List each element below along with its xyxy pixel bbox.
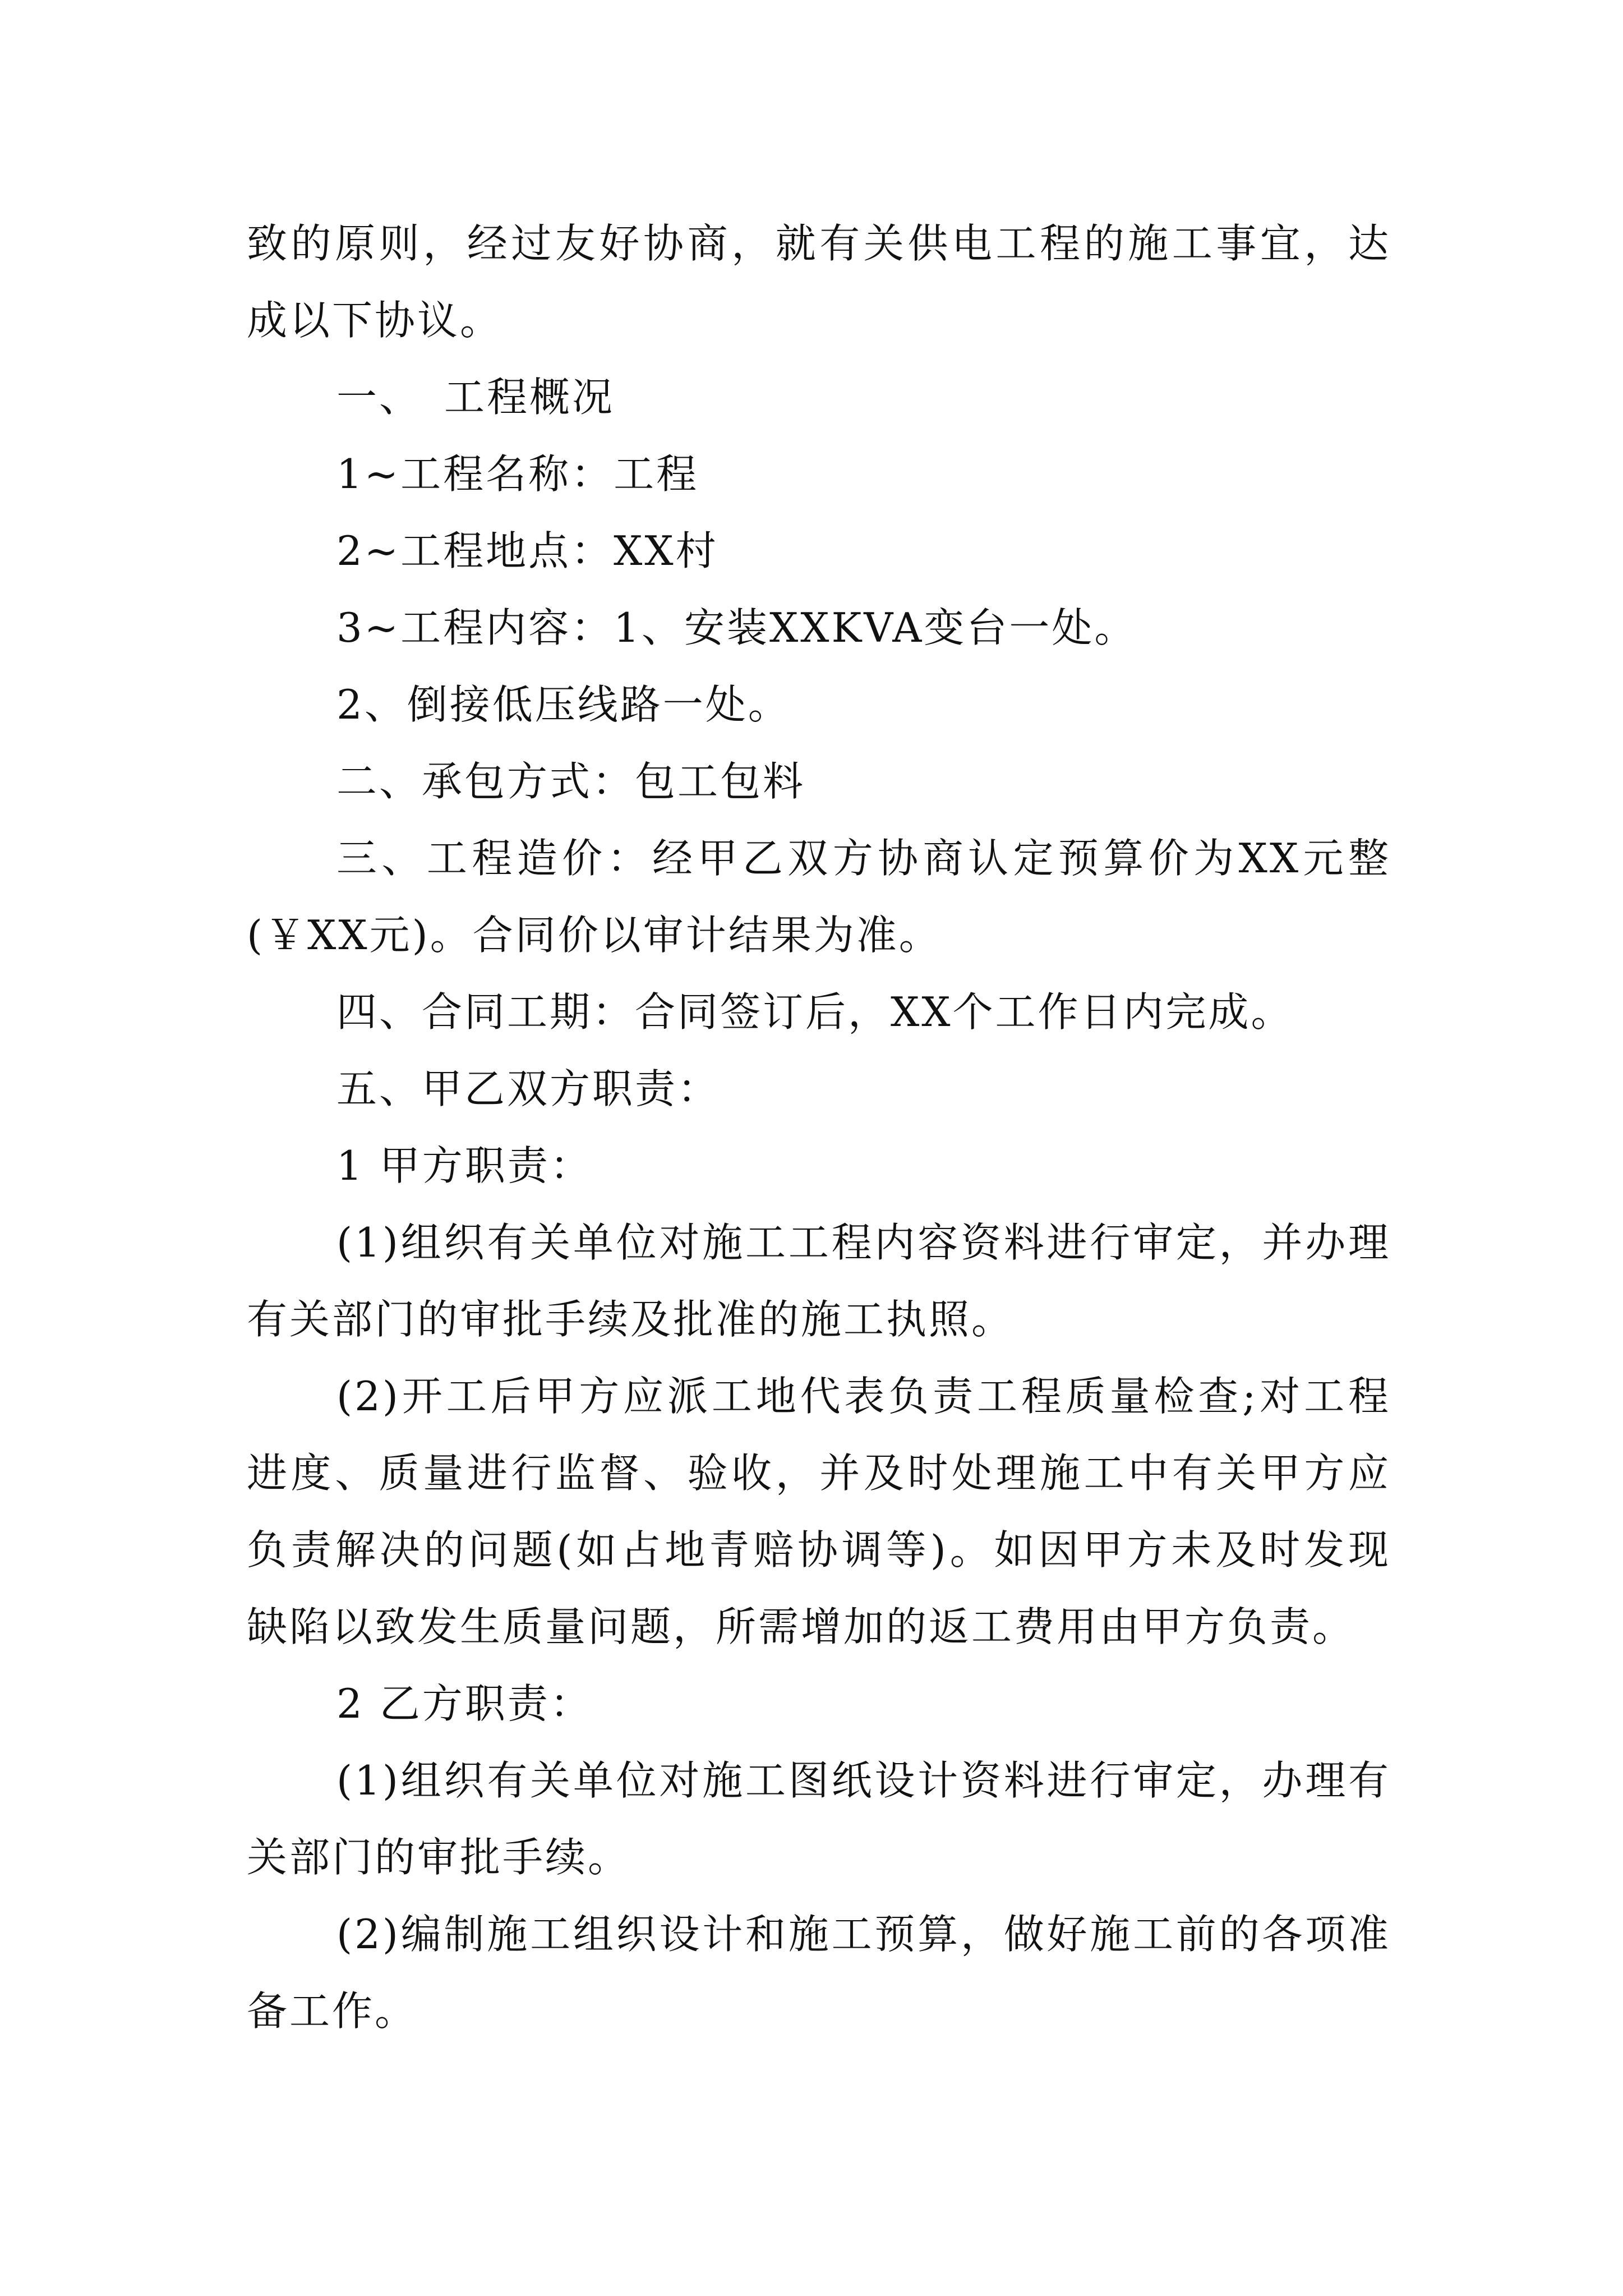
section-heading-contract-period: 四、合同工期：合同签订后，XX个工作日内完成。: [336, 988, 1294, 1036]
paragraph-party-b-item-1: (1)组织有关单位对施工图纸设计资料进行审定，办理有关部门的审批手续。: [247, 1757, 1391, 1881]
section-heading-responsibilities: 五、甲乙双方职责：: [336, 1065, 721, 1112]
paragraph-project-content-2: 2、倒接低压线路一处。: [336, 681, 791, 728]
paragraph-project-name: 1~工程名称：工程: [336, 450, 699, 498]
document-body: [247, 205, 1391, 2050]
paragraph-intro: 致的原则，经过友好协商，就有关供电工程的施工事宜，达成以下协议。: [247, 220, 1391, 344]
paragraph-party-a-item-2: (2)开工后甲方应派工地代表负责工程质量检查;对工程进度、质量进行监督、验收，并及时处理施工中有关甲方应负责解决的问题(如占地青赔协调等)。如因甲方未及时发现缺陷以致发生质量问题，所需增加的返工费用由甲方负责。: [247, 1373, 1391, 1650]
section-heading-project-cost: 三、工程造价：经甲乙双方协商认定预算价为XX元整(￥XX元)。合同价以审计结果为准。: [247, 835, 1391, 959]
paragraph-party-a-item-1: (1)组织有关单位对施工工程内容资料进行审定，并办理有关部门的审批手续及批准的施工执照。: [247, 1219, 1391, 1343]
paragraph-project-content: 3~工程内容：1、安装XXKVA变台一处。: [336, 604, 1137, 651]
section-heading-contract-method: 二、承包方式：包工包料: [336, 758, 806, 805]
subheading-party-b: 2 乙方职责：: [336, 1680, 593, 1727]
section-heading-overview: 一、 工程概况: [336, 374, 615, 421]
paragraph-party-b-item-2: (2)编制施工组织设计和施工预算，做好施工前的各项准备工作。: [247, 1911, 1391, 2035]
subheading-party-a: 1 甲方职责：: [336, 1142, 593, 1189]
paragraph-project-location: 2~工程地点：XX村: [336, 527, 718, 574]
